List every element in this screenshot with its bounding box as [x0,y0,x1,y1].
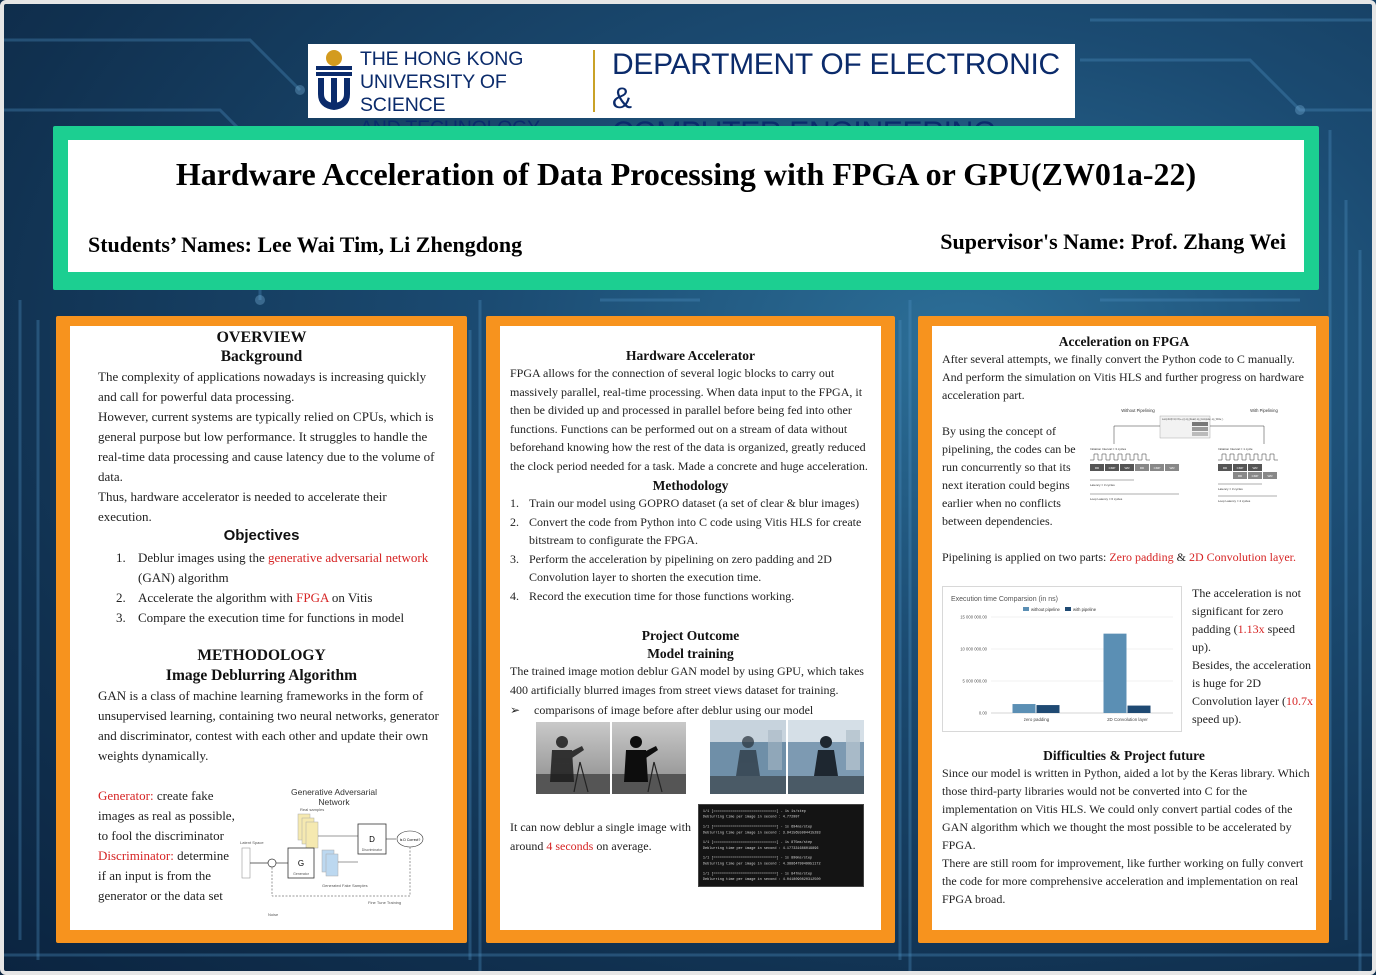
init-interval-without: Initiation Interval = 3 cycles [1090,447,1127,451]
terminal-line: 1/1 [==============================] - 1s 847ms/step [702,872,813,877]
op-label: RD [1094,466,1100,470]
acc-note-text: Besides, the acceleration is huge for 2D Convolution layer ( [1192,658,1311,708]
deblur-text-post: on average. [593,838,652,853]
hardware-accelerator-paragraph: FPGA allows for the connection of several logic blocks to carry out massively parallel, real-time processing. When data input to the FPGA, it then be divided up and processed in parallel before being fed into other functions. Functions can be performed out on a stream of data without beforehand knowing how the rest of the data is organized, greatly reduced the clock period needed for a task. Made a concrete and huge acceleration. [510,366,868,473]
fake-samples-stack [322,850,338,876]
real-samples-label: Real samples [300,807,325,812]
objective-text: Deblur images using the [138,550,268,565]
methodology-step [510,494,878,513]
acc-note-text: speed up). [1192,622,1295,654]
acceleration-result-note [1192,584,1314,728]
methodology-heading: Methodology [652,478,729,493]
latent-space-box [242,848,250,878]
generator-description: create fake images as real as possible, to fool the discriminator [98,788,235,843]
model-training-heading: Model training [647,646,734,661]
speedup-zero-padding: 1.13x [1237,622,1265,636]
without-pipelining-label: Without Pipelining [1121,408,1155,413]
chart-bar [1037,705,1060,713]
op-label: RD [1222,466,1228,470]
terminal-line: 1/1 [==============================] - 1s 875ms/step [702,841,813,846]
panel-hardware [500,326,881,930]
objective-item [116,588,446,608]
step-text: Perform the acceleration by pipelining on zero padding and 2D Convolution layer to shorten the execution time. [529,551,832,585]
deblur-time-text [510,818,695,855]
pipelining-highlight: 2D Convolution layer. [1188,550,1296,564]
op-label: CMP [1236,466,1244,470]
arrow-bullet-icon: ➢ [510,703,521,717]
latency-with: Latency = 3 cycles [1218,487,1243,491]
pipelining-parts-line [942,548,1312,566]
difficulties-paragraph: Since our model is written in Python, aided a lot by the Keras library. Which those third-party libraries would not be converted into C for the implementation on Vitis HLS. We could only convert partial codes of the GAN algorithm which we thought the most possible to be accelerated by FPGA. [942,766,1310,852]
logo-divider [593,50,595,112]
methodology-step [510,550,878,587]
panel-overview [70,326,453,930]
model-training-paragraph: The trained image motion deblur GAN model by using GPU, which takes 400 artificially blurred images from street views dataset for training. [510,664,864,697]
latency-without: Latency = 3 cycles [1090,483,1115,487]
department-line: DEPARTMENT OF ELECTRONIC & [612,48,1060,115]
step-text: Record the execution time for those functions working. [529,588,795,603]
noise-label: Noise [268,912,279,917]
terminal-line: 1/1 [==============================] - 1s 890ms/step [702,856,813,861]
chart-title: Execution time Comparsion (in ns) [951,596,1058,603]
op-label: RD [1139,466,1145,470]
chart-bar [1013,704,1036,713]
project-outcome-heading: Project Outcome [641,628,740,643]
supervisor-name: Supervisor's Name: Prof. Zhang Wei [940,229,1286,254]
acc-note-text: speed up). [1192,712,1242,726]
comparison-bullet-text: comparisons of image before after deblur using our model [534,703,814,717]
comparison-bullet [510,700,870,720]
with-pipelining-label: With Pipelining [1250,408,1278,413]
overview-heading: OVERVIEW [216,329,307,346]
objective-text: on Vitis [328,590,373,605]
legend-label-without: without pipeline [1031,607,1060,612]
op-label: CMP [1153,466,1161,470]
legend-swatch-without [1023,607,1029,611]
discriminator-box-label: D [369,835,375,844]
y-tick-label: 15 000 000.00 [960,614,987,620]
is-correct-label: Is D Correct? [399,838,421,842]
step-text: Convert the code from Python into C code using Vitis HLS for create bitstream to configurate the FPGA. [529,514,862,548]
algorithm-paragraph: GAN is a class of machine learning frameworks in the form of unsupervised learning, containing two neural networks, generator and discriminator, contest with each other and update their own weights dynamically. [98,688,439,763]
university-line: UNIVERSITY OF SCIENCE [360,71,507,116]
poster-title: Hardware Acceleration of Data Processing with FPGA or GPU(ZW01a-22) [175,156,1197,192]
pipelining-concept-paragraph: By using the concept of pipelining, the codes can be run concurrently so that its next iteration could begins earlier when no conflicts between dependencies. [942,424,1076,528]
objective-number: 1. [116,550,126,565]
loop-latency-without: Loop Latency = 6 cycles [1090,497,1123,501]
deblur-comparison-image-street [710,720,864,794]
y-tick-label: 5 000 000.00 [962,678,987,684]
step-number: 2. [510,514,519,529]
objective-text: (GAN) algorithm [138,570,229,585]
discriminator-label: Discriminator: [98,848,174,863]
objective-number: 2. [116,590,126,605]
fine-tune-label: Fine Tune Training [368,900,402,905]
execution-time-chart [942,586,1182,732]
difficulties-text [942,764,1310,908]
methodology-heading: METHODOLOGY [197,647,326,664]
generator-caption: Generator [293,872,309,876]
loop-latency-with: Loop Latency = 4 cycles [1218,499,1251,503]
generator-discriminator-text [98,786,238,906]
generator-label: Generator: [98,788,154,803]
pipelining-diagram [1088,404,1310,524]
background-paragraph: However, current systems are typically relied on CPUs, which is general purpose but low performance. It struggles to handle the real-time data processing and cause latency due to the volume of data. [98,409,435,484]
latent-space-label: Latent Space [240,840,264,845]
deblur-time-highlight: 4 seconds [546,838,594,853]
legend-swatch-with [1065,607,1071,611]
background-heading: Background [220,348,303,365]
objective-text: Accelerate the algorithm with [138,590,297,605]
y-tick-label: 10 000 000.00 [960,646,987,652]
terminal-line: Deblurring time per image in second : 4.0418090820312500 [702,878,821,883]
op-label: CMP [1108,466,1116,470]
fake-samples-label: Generated Fake Samples [322,883,368,888]
op-label: WR [1252,466,1258,470]
terminal-output [698,804,864,887]
objective-text: Compare the execution time for functions in model [138,610,405,625]
generator-box-label: G [297,859,305,868]
speedup-conv-layer: 10.7x [1285,694,1313,708]
terminal-line: Deblurring time per image in second : 4.177331686019896 [702,846,819,851]
panel-acceleration [932,326,1316,930]
methodology-step [510,513,878,550]
university-line: THE HONG KONG [360,48,524,70]
pipelining-text: Pipelining is applied on two parts: [942,550,1110,564]
title-box [68,140,1304,272]
real-samples-stack [298,814,318,848]
students-names: Students’ Names: Lee Wai Tim, Li Zhengdong [88,232,523,257]
execution-time-chart-svg [943,587,1181,731]
deblur-text-pre: It can now deblur a single image with around [510,820,691,853]
difficulties-paragraph: There are still room for improvement, like further working on fully convert the code for more comprehensive acceleration and implementation on real FPGA broad. [942,856,1304,906]
x-tick-label: zero padding [1023,717,1050,722]
init-interval-with: Initiation Interval = 1 cycle [1218,447,1253,451]
difficulties-heading: Difficulties & Project future [1043,748,1205,763]
acc-note-text: The acceleration is not significant for zero padding ( [1192,586,1301,636]
op-label: CMP [1251,474,1259,478]
deblur-comparison-image-cameraman [536,722,686,794]
legend-label-with: with pipeline [1073,607,1097,612]
chart-bar [1104,634,1127,713]
terminal-line: 1/1 [==============================] - 1s 1s/step [702,809,806,814]
hardware-accelerator-heading: Hardware Accelerator [625,348,756,363]
algorithm-heading: Image Deblurring Algorithm [165,667,358,684]
terminal-line: Deblurring time per image in second : 4.3886479949951172 [702,862,821,867]
pipelining-text: & [1173,550,1189,564]
objective-item [116,608,446,628]
objective-highlight: generative adversarial network [267,550,429,565]
objective-item [116,548,446,588]
discriminator-description: determine if an input is from the generator or the data set [98,848,230,903]
step-number: 3. [510,551,519,566]
acceleration-heading: Acceleration on FPGA [1058,334,1190,349]
op-label: WR [1267,474,1273,478]
terminal-line: 1/1 [==============================] - 1s 694ms/step [702,825,813,830]
hkust-logo-icon [312,48,356,114]
op-label: RD [1237,474,1243,478]
sum-node [268,859,276,867]
objectives-list [116,548,446,628]
x-tick-label: 2D Convolution layer [1107,717,1148,722]
loop-code-text: Loop:for(i=1;i<3;i++) { op_Read; op_Compute; op_Write; } [1162,418,1224,421]
step-text: Train our model using GOPRO dataset (a set of clear & blur images) [529,496,860,510]
step-number: 4. [510,588,519,603]
methodology-list [510,494,878,606]
gan-title-line: Generative Adversarial [291,787,377,797]
discriminator-caption: Discriminator [361,848,383,852]
objectives-heading: Objectives [223,527,300,544]
gan-diagram [238,784,450,924]
gan-title-line: Network [318,797,350,807]
logo-banner [308,44,1075,118]
chart-bar [1128,706,1151,713]
background-paragraph: Thus, hardware accelerator is needed to accelerate their execution. [98,489,387,524]
objective-highlight: FPGA [296,590,329,605]
terminal-line: Deblurring time per image in second : 4.772997 [702,815,800,820]
step-number: 1. [510,496,519,510]
y-tick-label: 0.00 [978,710,987,716]
terminal-line: Deblurring time per image in second : 3.9415655994415283 [702,831,821,836]
pipelining-highlight: Zero padding [1109,550,1174,564]
op-label: WR [1124,466,1130,470]
background-paragraph: The complexity of applications nowadays is increasing quickly and call for powerful data processing. [98,369,427,404]
objective-number: 3. [116,610,126,625]
op-label: WR [1169,466,1175,470]
methodology-step [510,587,878,606]
acceleration-paragraph: After several attempts, we finally convert the Python code to C manually. And perform the simulation on Vitis HLS and further progress on hardware acceleration part. [942,352,1304,402]
